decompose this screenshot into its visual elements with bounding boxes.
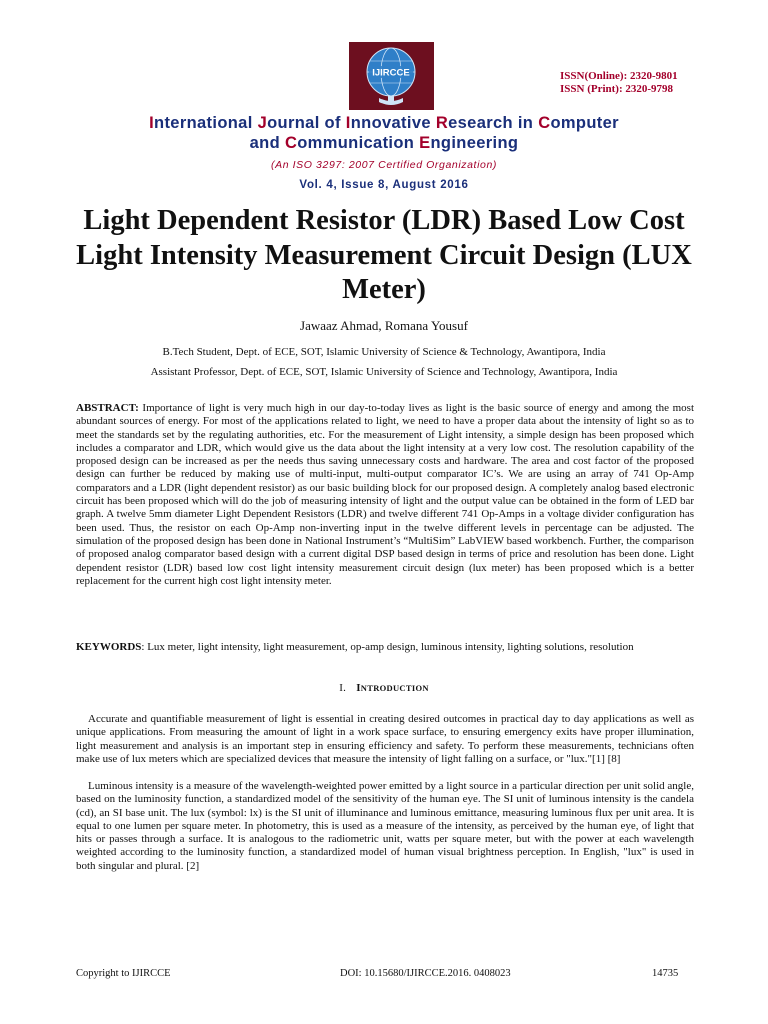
footer-page-number: 14735: [652, 968, 679, 979]
journal-logo: [349, 42, 434, 110]
paper-authors: Jawaaz Ahmad, Romana Yousuf: [300, 318, 468, 333]
journal-name-capital: C: [284, 134, 298, 152]
issn-online: ISSN(Online): 2320-9801: [560, 70, 678, 82]
journal-name: [0, 113, 768, 153]
journal-name-line1: [0, 113, 768, 133]
paper-title: Light Dependent Resistor (LDR) Based Low Cost Light Intensity Measurement Circuit Design (LUX Meter): [76, 205, 692, 305]
keywords: [76, 641, 694, 654]
journal-name-line2: [0, 133, 768, 153]
section-title: INTRODUCTION: [356, 682, 429, 694]
logo-text: IJIRCCE: [372, 67, 410, 79]
journal-name-segment: ngineering: [430, 134, 519, 152]
issn-block: [560, 70, 678, 96]
issn-print: ISSN (Print): 2320-9798: [560, 83, 674, 95]
journal-name-segment: omputer: [550, 114, 619, 132]
journal-name-capital: J: [257, 114, 268, 132]
journal-name-segment: and: [249, 134, 285, 152]
abstract-text: Importance of light is very much high in our day-to-today lives as light is the basic source of energy and among the most abundant sources of energy. For most of the applications related to light, we need to have a proper data about the intensity of light so as to meet the standards set by the regulating authorities, etc. For the measurement of Light intensity, a simple design has been proposed which includes a comparator and LDR, which would give us the data about the light intensity at a very low cost. The resolution capability of the proposed design can be increased as per the needs thus saving unnecessary costs and hardware. The area and cost factor of the proposed design can further be reduced by making use of multi-input, multi-output comparator IC’s. We are using an array of 741 Op-Amp comparators and a LDR (light dependent resistor) as our basic building block for our proposed design. A completely analog based electronic circuit has been proposed which will do the job of measuring intensity of light and the output value can be obtained in the form of LED bar graph. A twelve 5mm diameter Light Dependent Resistors (LDR) and twelve different 741 Op-Amps in a voltage divider configuration has been used. Thus, the resistor on each Op-Amp non-inverting input in the twelve different levels in percentage can be adjusted. The simulation of the proposed design has been done in National Instrument’s “MultiSim” LabVIEW based workbench. Further, the comparison of proposed analog comparator based design with a current digital DSP based design in terms of price and resolution has been done. Light dependent resistor (LDR) based low cost light intensity measurement circuit design (lux meter) has been proposed which is a better replacement for the current high cost light intensity meter.: [76, 402, 695, 587]
section-heading: [0, 682, 768, 694]
keywords-label: KEYWORDS: [76, 641, 142, 653]
journal-name-segment: ournal of: [267, 114, 346, 132]
journal-name-segment: nternational: [154, 114, 258, 132]
iso-certification: (An ISO 3297: 2007 Certified Organization): [271, 159, 497, 171]
journal-name-segment: ommunication: [297, 134, 420, 152]
affiliation-1: B.Tech Student, Dept. of ECE, SOT, Islamic University of Science & Technology, Awantipora, India: [162, 346, 606, 358]
abstract: [76, 402, 694, 588]
abstract-label: ABSTRACT:: [76, 402, 139, 414]
journal-name-capital: I: [345, 114, 351, 132]
footer-copyright: Copyright to IJIRCCE: [76, 968, 171, 979]
volume-issue: Vol. 4, Issue 8, August 2016: [299, 179, 469, 191]
journal-name-capital: I: [149, 114, 155, 132]
journal-name-capital: R: [435, 114, 449, 132]
footer-doi: DOI: 10.15680/IJIRCCE.2016. 0408023: [340, 968, 511, 979]
section-number: I.: [339, 682, 347, 694]
journal-name-capital: E: [419, 134, 431, 152]
affiliation-2: Assistant Professor, Dept. of ECE, SOT, Islamic University of Science and Technology, Awantipora, India: [150, 366, 618, 378]
intro-paragraph-1: Accurate and quantifiable measurement of light is essential in creating desired outcomes in practical day to day applications as well as unique applications. From measuring the amount of light in a work space surface, to ensuring emergency exits have proper illumination, light measurement and analysis is an important step in ensuring efficiency and safety. To perform these measurements, technicians often make use of lux meters which are specialized devices that measure the intensity of light falling on a surface, or "lux."[1] [8]: [76, 713, 694, 765]
journal-name-segment: nnovative: [350, 114, 436, 132]
intro-paragraph-2: Luminous intensity is a measure of the wavelength-weighted power emitted by a light source in a particular direction per unit solid angle, based on the luminosity function, a standardized model of the sensitivity of the human eye. The SI unit of luminous intensity is the candela (cd), an SI base unit. The lux (symbol: lx) is the SI unit of illuminance and luminous emittance, measuring luminous flux per unit area. It is equal to one lumen per square meter. In photometry, this is used as a measure of the intensity, as perceived by the human eye, of light that hits or passes through a surface. It is analogous to the radiometric unit, watts per square meter, but with the power at each wavelength weighted according to the luminosity function, a standardized model of human visual brightness perception. In English, "lux" is used in both singular and plural. [2]: [76, 780, 694, 872]
keywords-text: : Lux meter, light intensity, light measurement, op-amp design, luminous intensity, lighting solutions, resolution: [141, 641, 634, 653]
journal-name-capital: C: [538, 114, 551, 132]
journal-name-segment: esearch in: [448, 114, 539, 132]
